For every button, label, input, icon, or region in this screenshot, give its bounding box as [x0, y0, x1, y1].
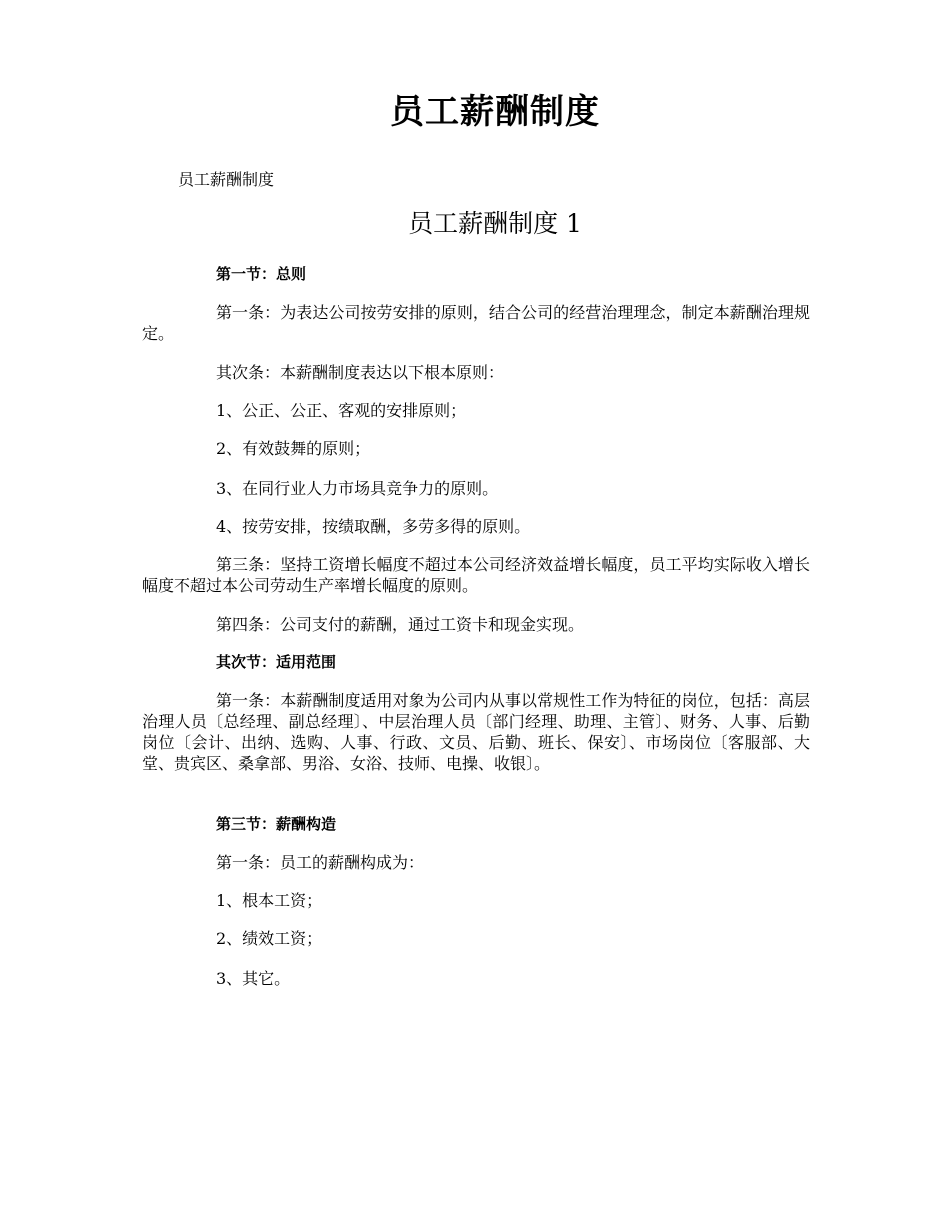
- list-item: 1、公正、公正、客观的安排原则；: [216, 401, 467, 420]
- list-item: 1、根本工资；: [216, 891, 323, 910]
- list-item: 2、绩效工资；: [216, 929, 323, 948]
- section3-article1: 第一条：员工的薪酬构成为：: [216, 853, 425, 872]
- section1-title: 第一节：总则: [216, 265, 307, 283]
- section1-article3: 第三条：坚持工资增长幅度不超过本公司经济效益增长幅度，员工平均实际收入增长幅度不超过本公司劳动生产率增长幅度的原则。: [142, 555, 810, 595]
- section1-article1: 第一条：为表达公司按劳安排的原则，结合公司的经营治理理念，制定本薪酬治理规定。: [142, 303, 810, 343]
- list-item: 3、在同行业人力市场具竞争力的原则。: [216, 479, 499, 498]
- list-item: 2、有效鼓舞的原则；: [216, 439, 371, 458]
- document-title: 员工薪酬制度: [390, 92, 600, 132]
- section2-article1: 第一条：本薪酬制度适用对象为公司内从事以常规性工作为特征的岗位，包括：高层治理人员〔总经理、副总经理〕、中层治理人员〔部门经理、助理、主管〕、财务、人事、后勤岗位〔会计、出纳、选购、人事、行政、文员、后勤、班长、保安〕、市场岗位〔客服部、大堂、贵宾区、桑拿部、男浴、女浴、技师、电操、收银〕。: [142, 691, 810, 773]
- document-subtitle: 员工薪酬制度: [178, 170, 275, 189]
- section-heading: 员工薪酬制度 1: [408, 209, 582, 238]
- list-item: 3、其它。: [216, 969, 291, 988]
- section2-title: 其次节：适用范围: [216, 653, 337, 671]
- list-item: 4、按劳安排，按绩取酬，多劳多得的原则。: [216, 517, 531, 536]
- section1-article4: 第四条：公司支付的薪酬，通过工资卡和现金实现。: [216, 615, 585, 634]
- section3-title: 第三节：薪酬构造: [216, 815, 337, 833]
- section1-article2: 其次条：本薪酬制度表达以下根本原则：: [216, 363, 505, 382]
